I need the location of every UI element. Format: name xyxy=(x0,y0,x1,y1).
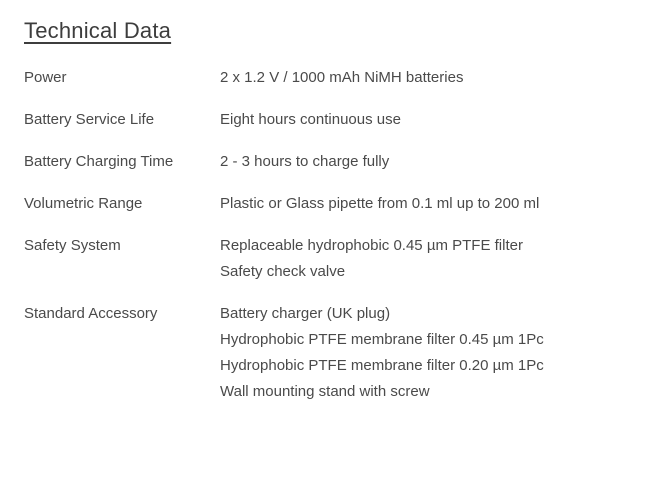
page-title: Technical Data xyxy=(24,18,172,43)
table-row xyxy=(24,306,621,399)
spec-value-line: Hydrophobic PTFE membrane filter 0.45 µm 1Pc xyxy=(220,331,544,348)
spec-value-line: Safety check valve xyxy=(220,263,346,280)
spec-value xyxy=(220,196,621,238)
spec-label: Battery Service Life xyxy=(24,111,155,128)
table-row xyxy=(24,238,621,306)
spec-value-line: Battery charger (UK plug) xyxy=(220,305,391,322)
spec-value-line: 2 - 3 hours to charge fully xyxy=(220,153,390,170)
spec-value-line: Wall mounting stand with screw xyxy=(220,383,430,400)
table-row xyxy=(24,70,621,112)
technical-data-table xyxy=(24,70,621,399)
table-row xyxy=(24,154,621,196)
spec-label: Power xyxy=(24,69,67,86)
spec-value xyxy=(220,70,621,112)
table-row xyxy=(24,112,621,154)
spec-value xyxy=(220,238,621,306)
spec-label: Standard Accessory xyxy=(24,305,158,322)
table-row xyxy=(24,196,621,238)
spec-value-line: 2 x 1.2 V / 1000 mAh NiMH batteries xyxy=(220,69,464,86)
spec-value-line: Hydrophobic PTFE membrane filter 0.20 µm 1Pc xyxy=(220,357,544,374)
spec-value-line: Plastic or Glass pipette from 0.1 ml up to 200 ml xyxy=(220,195,540,212)
spec-value xyxy=(220,112,621,154)
spec-value xyxy=(220,306,621,399)
spec-label: Safety System xyxy=(24,237,121,254)
spec-label: Volumetric Range xyxy=(24,195,143,212)
spec-value-line: Replaceable hydrophobic 0.45 µm PTFE filter xyxy=(220,237,523,254)
technical-data-table-body xyxy=(24,70,621,399)
spec-label: Battery Charging Time xyxy=(24,153,174,170)
spec-value-line: Eight hours continuous use xyxy=(220,111,401,128)
spec-value xyxy=(220,154,621,196)
